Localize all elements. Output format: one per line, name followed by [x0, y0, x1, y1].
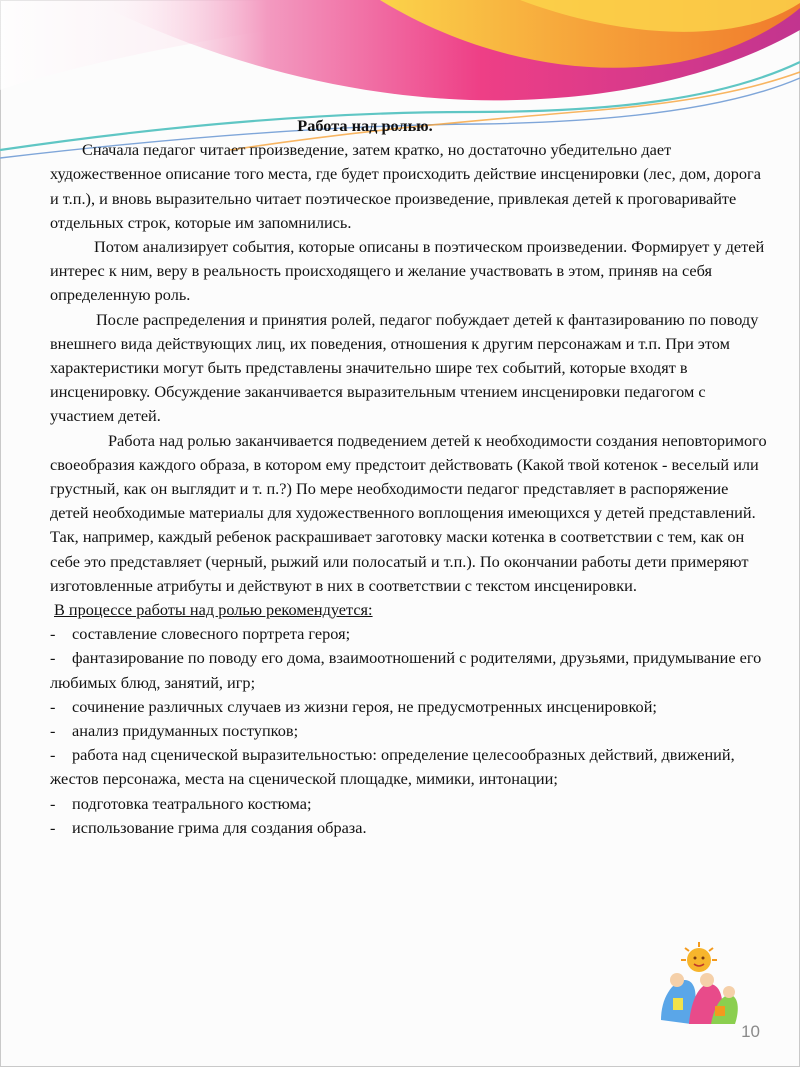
list-dash: -	[50, 745, 56, 765]
paragraph-analysis: Потом анализирует события, которые описаны в поэтическом произведении. Формирует у детей интерес к ним, веру в реальность происходящего и желание участвовать в этом, приняв на себя определенную роль.	[50, 237, 765, 305]
paragraph-intro: Сначала педагог читает произведение, затем кратко, но достаточно убедительно дает художественное описание того места, где будет происходить действие инсценировки (лес, дом, дорога и т.п.), и вновь выразительно читает поэтическое произведение, привлекая детей к проговаривайте отдельных строк, которые им запомнились.	[50, 140, 761, 232]
list-dash: -	[50, 793, 56, 813]
list-dash: -	[50, 696, 56, 716]
list-dash: -	[50, 817, 56, 837]
list-item: - составление словесного портрета героя;	[50, 622, 770, 646]
children-sun-clipart-icon	[655, 940, 741, 1030]
recommendations-list	[50, 622, 770, 840]
list-dash: -	[50, 721, 56, 741]
list-dash: -	[50, 648, 56, 668]
list-item: - работа над сценической выразительностью: определение целесообразных действий, движений, жестов персонажа, места на сценической площадке, мимики, интонации;	[50, 745, 735, 789]
slide-content	[50, 114, 770, 840]
list-item: - подготовка театрального костюма;	[50, 792, 770, 816]
list-item: - сочинение различных случаев из жизни героя, не предусмотренных инсценировкой;	[50, 695, 770, 719]
page-number: 10	[741, 1022, 760, 1041]
list-item: - использование грима для создания образа.	[50, 816, 770, 840]
paragraph-roles: После распределения и принятия ролей, педагог побуждает детей к фантазированию по поводу внешнего вида действующих лиц, их поведения, отношения к другим персонажам и т.п. При этом характеристики могут быть представлены значительно шире тех событий, которые входят в инсценировку. Обсуждение заканчивается выразительным чтением инсценировки педагогом с участием детей.	[50, 309, 759, 426]
list-item: - фантазирование по поводу его дома, взаимоотношений с родителями, друзьями, придумывание его любимых блюд, занятий, игр;	[50, 648, 762, 692]
slide-title: Работа над ролью.	[297, 116, 433, 135]
list-dash: -	[50, 624, 56, 644]
list-item: - анализ придуманных поступков;	[50, 719, 770, 743]
recommendations-heading: В процессе работы над ролью рекомендуется:	[54, 600, 373, 620]
paragraph-conclusion: Работа над ролью заканчивается подведением детей к необходимости создания неповторимого своеобразия каждого образа, в котором ему предстоит действовать (Какой твой котенок - веселый или грустный, как он выглядит и т. п.?) По мере необходимости педагог представляет в распоряжение детей необходимые материалы для художественного воплощения имеющихся у детей представлений. Так, например, каждый ребенок раскрашивает заготовку маски котенка в соответствии с тем, как он себе это представляет (черный, рыжий или полосатый и т.п.). По окончании работы дети примеряют изготовленные атрибуты и действуют в них в соответствии с текстом инсценировки.	[50, 430, 767, 595]
